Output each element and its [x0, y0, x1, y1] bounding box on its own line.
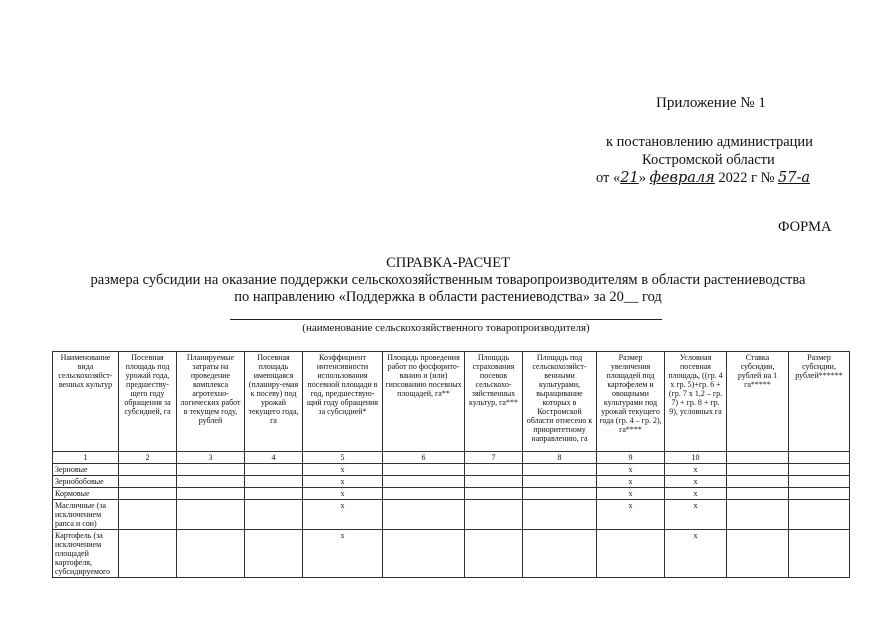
data-cell[interactable]	[523, 464, 597, 476]
producer-name-line[interactable]	[230, 319, 662, 320]
column-number: 3	[177, 452, 245, 464]
column-number	[727, 452, 789, 464]
header-cell: Условная посевная площадь, ((гр. 4 х гр. 5)+гр. 6 + (гр. 7 х 1,2 – гр. 7) + гр. 8 + гр. 9), условных га	[665, 352, 727, 452]
data-cell[interactable]	[245, 488, 303, 500]
data-cell[interactable]	[465, 476, 523, 488]
column-number: 6	[383, 452, 465, 464]
x-mark: x	[665, 500, 727, 530]
header-cell: Наименование вида сельскохозяйст-венных культур	[53, 352, 119, 452]
subsidy-table	[52, 351, 850, 578]
column-number: 10	[665, 452, 727, 464]
data-cell[interactable]	[119, 464, 177, 476]
decree-number: 57-а	[778, 170, 811, 186]
doc-subtitle-line-2: по направлению «Поддержка в области растениеводства» за 20__ год	[234, 289, 662, 305]
x-mark: x	[303, 464, 383, 476]
column-number: 9	[597, 452, 665, 464]
table-row	[53, 500, 850, 530]
column-number: 8	[523, 452, 597, 464]
header-cell: Посевная площадь под урожай года, предшеству-щего году обращения за субсидией, га	[119, 352, 177, 452]
data-cell[interactable]	[177, 500, 245, 530]
x-mark: x	[303, 476, 383, 488]
data-cell[interactable]	[177, 488, 245, 500]
data-cell[interactable]	[465, 488, 523, 500]
data-cell[interactable]	[465, 530, 523, 578]
crop-label: Зернобобовые	[53, 476, 119, 488]
column-number: 1	[53, 452, 119, 464]
data-cell[interactable]	[245, 464, 303, 476]
table-header-row	[53, 352, 850, 452]
crop-label: Кормовые	[53, 488, 119, 500]
column-number-row	[53, 452, 850, 464]
data-cell[interactable]	[523, 500, 597, 530]
column-number: 2	[119, 452, 177, 464]
x-mark: x	[597, 464, 665, 476]
x-mark: x	[665, 464, 727, 476]
data-cell[interactable]	[383, 464, 465, 476]
data-cell[interactable]	[245, 500, 303, 530]
data-cell[interactable]	[523, 488, 597, 500]
data-cell[interactable]	[727, 476, 789, 488]
column-number	[789, 452, 850, 464]
header-cell: Площадь проведения работ по фосфорито-ванию и (или) гипсованию посевных площадей, га**	[383, 352, 465, 452]
form-label: ФОРМА	[778, 219, 832, 235]
decree-day: 21	[620, 170, 639, 186]
data-cell[interactable]	[465, 464, 523, 476]
x-mark: x	[597, 500, 665, 530]
header-cell: Ставка субсидии, рублей на 1 га*****	[727, 352, 789, 452]
crop-label: Зерновые	[53, 464, 119, 476]
data-cell[interactable]	[177, 530, 245, 578]
data-cell[interactable]	[727, 488, 789, 500]
x-mark: x	[303, 530, 383, 578]
crop-label: Картофель (за исключением площадей картофеля, субсидируемого	[53, 530, 119, 578]
data-cell[interactable]	[383, 530, 465, 578]
data-cell[interactable]	[597, 530, 665, 578]
decree-prefix: от «	[596, 170, 621, 186]
data-cell[interactable]	[177, 476, 245, 488]
header-cell: Площадь под сельскохозяйст-венными культурами, выращивание которых в Костромской области отнесено к приоритетному направлению, га	[523, 352, 597, 452]
data-cell[interactable]	[465, 500, 523, 530]
data-cell[interactable]	[119, 530, 177, 578]
table-row	[53, 488, 850, 500]
decree-year: 2022 г №	[718, 170, 775, 186]
x-mark: x	[597, 488, 665, 500]
appendix-label: Приложение № 1	[656, 95, 766, 111]
decree-line-1: к постановлению администрации	[606, 134, 813, 150]
header-cell: Коэффициент интенсивности использования посевной площади в год, предшествую-щий году обращения за субсидией*	[303, 352, 383, 452]
x-mark: x	[665, 476, 727, 488]
decree-mid: »	[638, 170, 646, 186]
data-cell[interactable]	[789, 464, 850, 476]
data-cell[interactable]	[177, 464, 245, 476]
table-row	[53, 464, 850, 476]
decree-month: февраля	[649, 170, 715, 186]
doc-title: СПРАВКА-РАСЧЕТ	[386, 255, 510, 271]
x-mark: x	[303, 500, 383, 530]
x-mark: x	[597, 476, 665, 488]
x-mark: x	[303, 488, 383, 500]
column-number: 7	[465, 452, 523, 464]
header-cell: Площадь страхования посевов сельскохо-зяйственных культур, га***	[465, 352, 523, 452]
data-cell[interactable]	[245, 476, 303, 488]
doc-subtitle-line-1: размера субсидии на оказание поддержки сельскохозяйственным товаропроизводителям в области растениеводства	[90, 272, 806, 288]
data-cell[interactable]	[383, 476, 465, 488]
data-cell[interactable]	[119, 500, 177, 530]
producer-name-caption: (наименование сельскохозяйственного товаропроизводителя)	[302, 322, 590, 334]
data-cell[interactable]	[523, 530, 597, 578]
table-row	[53, 476, 850, 488]
decree-date-line	[596, 170, 810, 187]
data-cell[interactable]	[789, 530, 850, 578]
data-cell[interactable]	[727, 530, 789, 578]
data-cell[interactable]	[789, 488, 850, 500]
data-cell[interactable]	[245, 530, 303, 578]
decree-line-2: Костромской области	[642, 152, 775, 168]
data-cell[interactable]	[119, 488, 177, 500]
x-mark: x	[665, 488, 727, 500]
crop-label: Масличные (за исключением рапса и сои)	[53, 500, 119, 530]
table-row	[53, 530, 850, 578]
data-cell[interactable]	[789, 500, 850, 530]
data-cell[interactable]	[789, 476, 850, 488]
column-number: 5	[303, 452, 383, 464]
data-cell[interactable]	[727, 464, 789, 476]
x-mark: x	[665, 530, 727, 578]
data-cell[interactable]	[119, 476, 177, 488]
data-cell[interactable]	[523, 476, 597, 488]
header-cell: Планируемые затраты на проведение комплекса агротехно-логических работ в текущем году, рублей	[177, 352, 245, 452]
data-cell[interactable]	[727, 500, 789, 530]
data-cell[interactable]	[383, 500, 465, 530]
header-cell: Размер увеличения площадей под картофелем и овощными культурами под урожай текущего года (гр. 4 – гр. 2), га****	[597, 352, 665, 452]
column-number: 4	[245, 452, 303, 464]
header-cell: Размер субсидии, рублей******	[789, 352, 850, 452]
header-cell: Посевная площадь имеющаяся (планиру-емая к посеву) под урожай текущего года, га	[245, 352, 303, 452]
data-cell[interactable]	[383, 488, 465, 500]
